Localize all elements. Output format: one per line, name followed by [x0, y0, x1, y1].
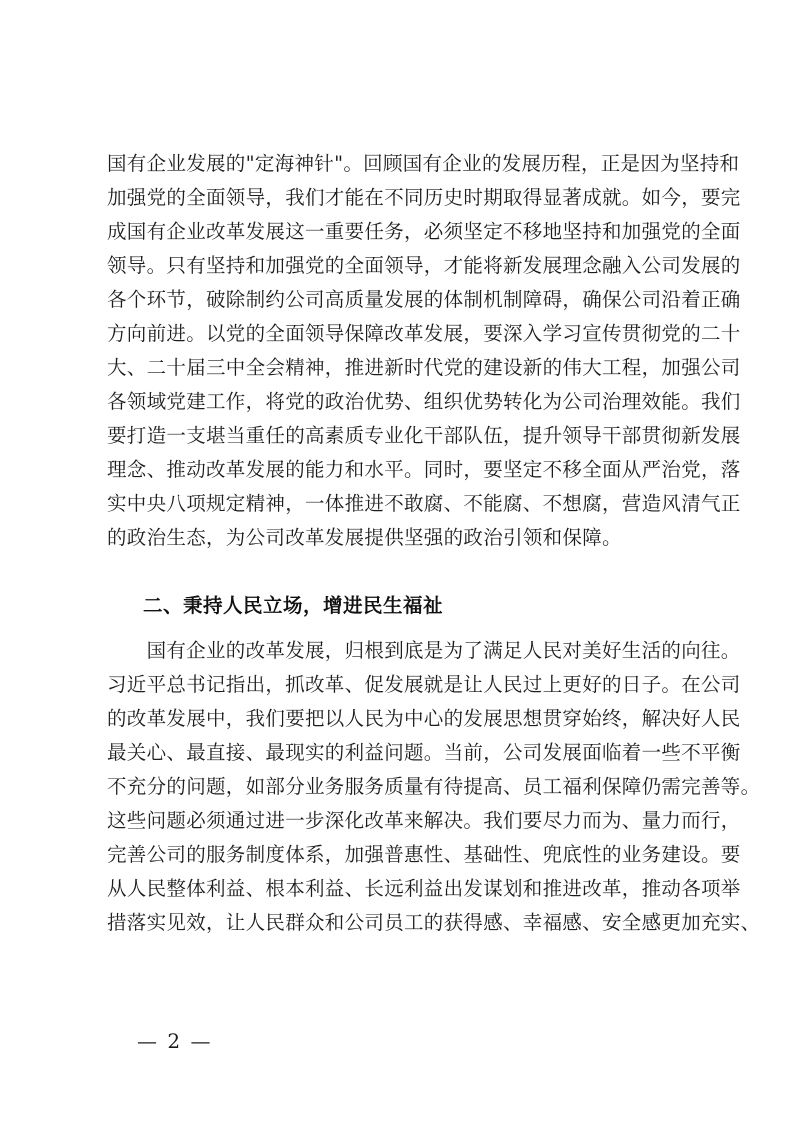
text-line: 各个环节，破除制约公司高质量发展的体制机制障碍，确保公司沿着正确 — [107, 288, 741, 311]
text-line: 国有企业的改革发展，归根到底是为了满足人民对美好生活的向往。 — [107, 639, 741, 662]
text-line: 最关心、最直接、最现实的利益问题。当前，公司发展面临着一些不平衡 — [107, 741, 741, 764]
text-line: 习近平总书记指出，抓改革、促发展就是让人民过上更好的日子。在公司 — [107, 673, 741, 696]
text-line: 完善公司的服务制度体系，加强普惠性、基础性、兜底性的业务建设。要 — [107, 843, 741, 866]
section-heading: 二、秉持人民立场，增进民生福祉 — [143, 594, 444, 617]
text-line: 的政治生态，为公司改革发展提供坚强的政治引领和保障。 — [107, 526, 622, 549]
text-line: 从人民整体利益、根本利益、长远利益出发谋划和推进改革，推动各项举 — [107, 877, 741, 900]
text-line: 大、二十届三中全会精神，推进新时代党的建设新的伟大工程，加强公司 — [107, 356, 741, 379]
text-line: 不充分的问题，如部分业务服务质量有待提高、员工福利保障仍需完善等。 — [107, 775, 761, 798]
text-line: 领导。只有坚持和加强党的全面领导，才能将新发展理念融入公司发展的 — [107, 254, 741, 277]
text-line: 各领域党建工作，将党的政治优势、组织优势转化为公司治理效能。我们 — [107, 390, 741, 413]
text-line: 实中央八项规定精神，一体推进不敢腐、不能腐、不想腐，营造风清气正 — [107, 492, 741, 515]
text-line: 要打造一支堪当重任的高素质专业化干部队伍，提升领导干部贯彻新发展 — [107, 424, 741, 447]
text-line: 成国有企业改革发展这一重要任务，必须坚定不移地坚持和加强党的全面 — [107, 220, 741, 243]
text-line: 理念、推动改革发展的能力和水平。同时，要坚定不移全面从严治党，落 — [107, 458, 741, 481]
text-line: 方向前进。以党的全面领导保障改革发展，要深入学习宣传贯彻党的二十 — [107, 322, 741, 345]
text-line: 这些问题必须通过进一步深化改革来解决。我们要尽力而为、量力而行， — [107, 809, 741, 832]
text-line: 的改革发展中，我们要把以人民为中心的发展思想贯穿始终，解决好人民 — [107, 707, 741, 730]
text-line: 措落实见效，让人民群众和公司员工的获得感、幸福感、安全感更加充实、 — [107, 911, 761, 934]
text-line: 加强党的全面领导，我们才能在不同历史时期取得显著成就。如今，要完 — [107, 186, 741, 209]
text-line: 国有企业发展的"定海神针"。回顾国有企业的发展历程，正是因为坚持和 — [107, 152, 740, 175]
page-number: — 2 — — [137, 1029, 213, 1053]
